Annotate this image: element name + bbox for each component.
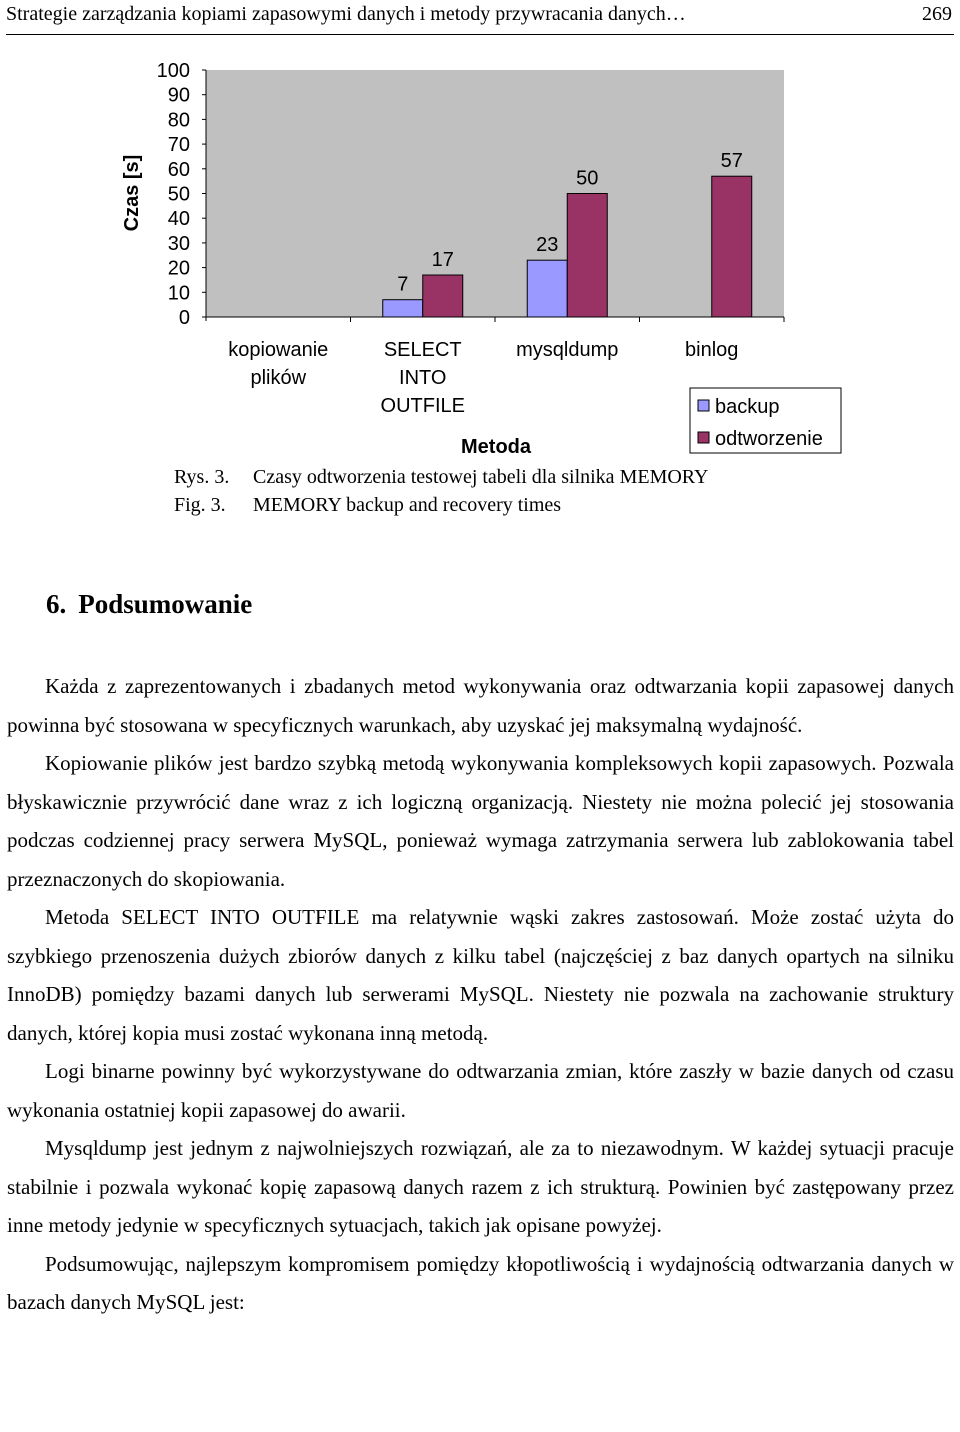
paragraph: Metoda SELECT INTO OUTFILE ma relatywnie wąski zakres zastosowań. Może zostać użyta do szybkiego przenoszenia dużych zbiorów danych z kilku tabel (najczęściej z baz danych opartych na silniku InnoDB) pomiędzy bazami danych lub serwerami MySQL. Niestety nie pozwala na zachowanie struktury danych, której kopia musi zostać wykonana inną metodą. [7, 905, 954, 1045]
figure-caption-pl [174, 465, 708, 489]
y-tick-label: 70 [167, 134, 190, 157]
y-tick-label: 0 [178, 307, 190, 329]
paragraph: Podsumowując, najlepszym kompromisem pomiędzy kłopotliwością i wydajnością odtwarzania danych w bazach danych MySQL jest: [7, 1251, 954, 1314]
bar-odtworzenie [423, 275, 463, 317]
running-header [6, 0, 954, 35]
x-axis-title: Metoda [461, 436, 531, 458]
x-tick-label: binlog [685, 339, 739, 361]
figure-caption-en [174, 493, 561, 517]
figure-caption-pl-label: Rys. 3. [174, 466, 230, 488]
figure-caption-en-label: Fig. 3. [174, 494, 226, 516]
data-label: 7 [397, 273, 409, 296]
bar-chart [100, 50, 850, 460]
section-heading [46, 587, 252, 621]
figure-caption-pl-text: Czasy odtworzenia testowej tabeli dla silnika MEMORY [253, 466, 709, 488]
bar-backup [383, 300, 423, 317]
bar-backup [527, 260, 567, 317]
y-tick-label: 80 [167, 109, 190, 132]
legend-swatch [698, 432, 709, 443]
y-tick-label: 100 [156, 60, 190, 82]
bar-odtworzenie [712, 176, 752, 317]
legend-swatch [698, 400, 709, 411]
paragraph: Logi binarne powinny być wykorzystywane do odtwarzania zmian, które zaszły w bazie danych od czasu wykonania ostatniej kopii zapasowej do awarii. [7, 1059, 954, 1122]
paragraph: Mysqldump jest jednym z najwolniejszych rozwiązań, ale za to niezawodnym. W każdej sytuacji pracuje stabilnie i pozwala wykonać kopię zapasową danych razem z ich strukturą. Powinien być zastępowany przez inne metody jedynie w specyficznych sytuacjach, takich jak opisane powyżej. [7, 1136, 954, 1237]
body-text [7, 667, 954, 1322]
y-tick-label: 50 [167, 183, 190, 206]
y-tick-label: 60 [167, 158, 190, 181]
y-tick-label: 40 [167, 208, 190, 231]
section-number: 6. [46, 589, 67, 619]
x-tick-label: mysqldump [516, 339, 619, 361]
data-label: 50 [576, 167, 599, 190]
data-label: 57 [720, 150, 743, 173]
y-tick-label: 10 [167, 282, 190, 305]
y-tick-label: 90 [167, 84, 190, 107]
legend-label: odtworzenie [715, 428, 823, 450]
y-tick-label: 30 [167, 232, 190, 255]
running-header-title: Strategie zarządzania kopiami zapasowymi danych i metody przywracania danych… [6, 3, 686, 25]
paragraph: Każda z zaprezentowanych i zbadanych metod wykonywania oraz odtwarzania kopii zapasowej danych powinna być stosowana w specyficznych warunkach, aby uzyskać jej maksymalną wydajność. [7, 674, 954, 737]
y-tick-label: 20 [167, 257, 190, 280]
data-label: 17 [431, 249, 454, 272]
page-number: 269 [922, 3, 952, 25]
plot-area [206, 70, 784, 317]
x-tick-label: INTO [399, 367, 447, 389]
x-tick-label: SELECT [383, 339, 462, 361]
data-label: 23 [536, 234, 559, 257]
figure-caption-en-text: MEMORY backup and recovery times [253, 494, 562, 516]
x-tick-label: OUTFILE [380, 395, 465, 417]
legend-label: backup [715, 396, 780, 418]
y-axis-title: Czas [s] [121, 154, 143, 232]
x-tick-label: plików [250, 367, 307, 389]
bar-odtworzenie [567, 194, 607, 318]
section-title: Podsumowanie [78, 589, 253, 619]
paragraph: Kopiowanie plików jest bardzo szybką metodą wykonywania kompleksowych kopii zapasowych. Pozwala błyskawicznie przywrócić dane wraz z ich logiczną organizacją. Niestety nie można polecić jej stosowania podczas codziennej pracy serwera MySQL, ponieważ wymaga zatrzymania serwera lub zablokowania tabel przeznaczonych do skopiowania. [7, 751, 954, 891]
x-tick-label: kopiowanie [228, 339, 329, 361]
